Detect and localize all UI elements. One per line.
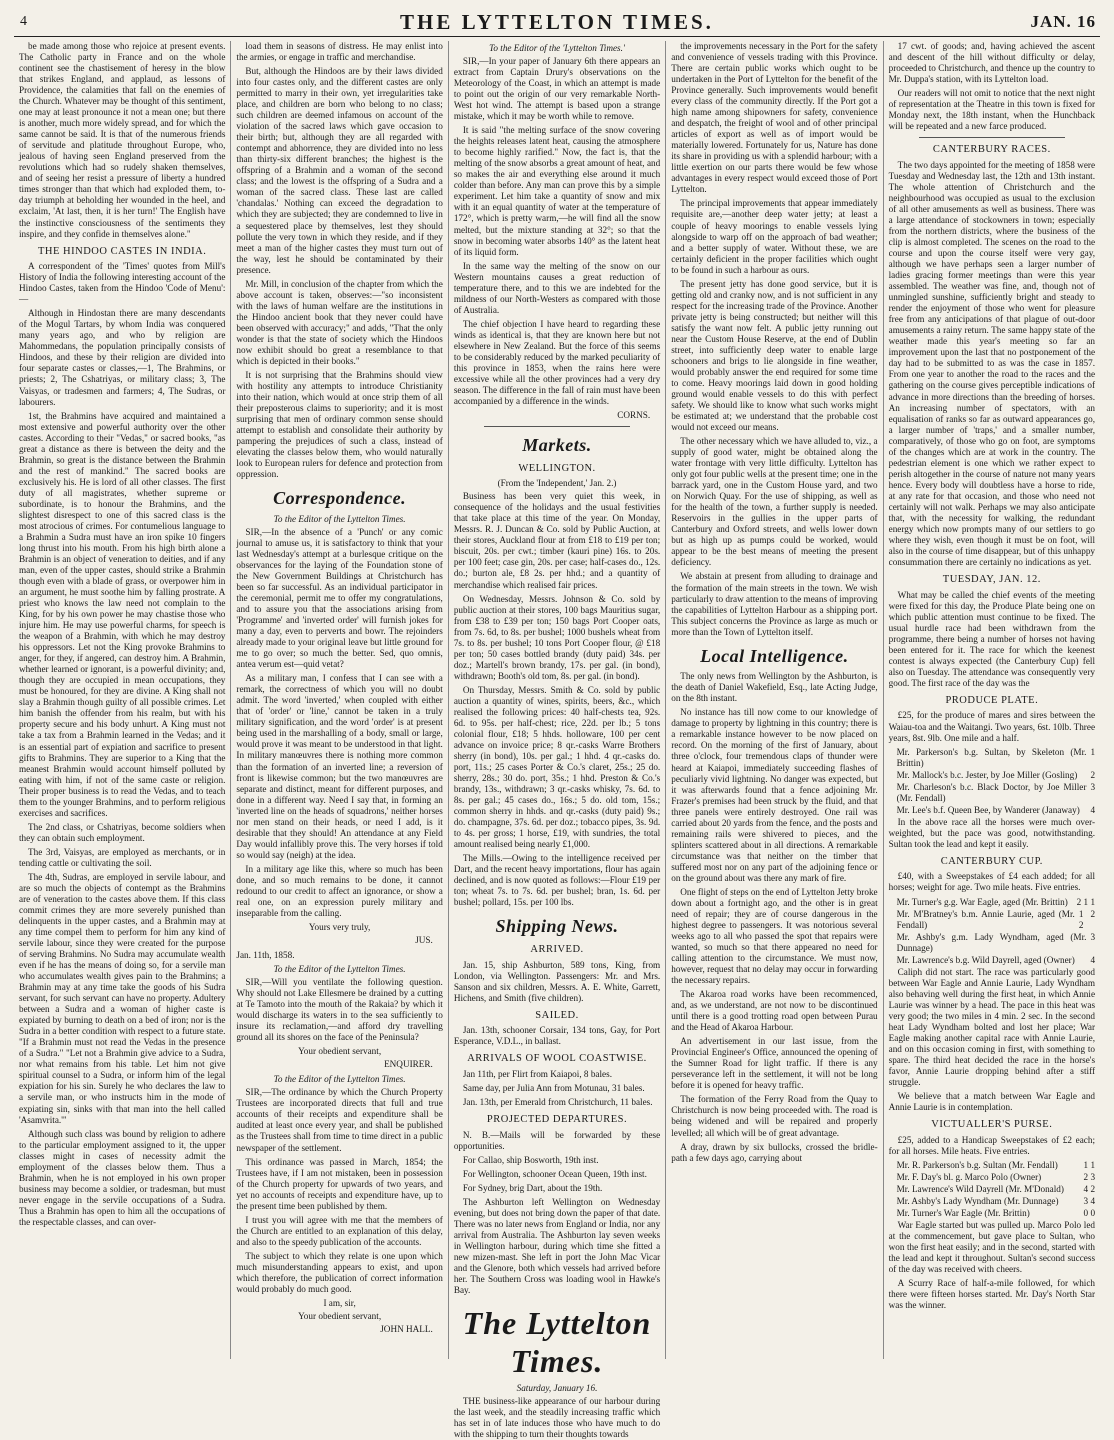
race-results	[889, 1160, 1095, 1219]
column-5	[884, 41, 1100, 1359]
race-entry-horse: Mr. M'Bratney's b.m. Annie Laurie, aged (Mr. Fendall)	[896, 908, 1075, 930]
shipping-item: Jan. 13th, per Emerald from Christchurch, 11 bales.	[462, 1097, 653, 1108]
race-entry-place: 4	[1090, 954, 1096, 965]
editorial-paragraph: the improvements necessary in the Port for the safety and convenience of vessels trading with this Province. There are certain public works which ought to be undertaken in the Port of Lyttelton for the benefit of the Province generally. Such improvements would benefit every class of the community directly. If the Port got a high name among shipowners for safety, convenience and despatch, the freight of wool and of other principal articles of export as well as of import would be materially lowered. Fortunately for us, Nature has done its share in providing us with a splendid harbour; with a little exertion on our parts there would be few whose advantages in every respect would exceed those of Port Lyttelton.	[671, 41, 878, 195]
letter-paragraph: In the same way the melting of the snow on our Western mountains causes a great reduction of temperature there, and to this we are indebted for the mildness of our North-Westers as compared with those of Australia.	[453, 260, 661, 315]
page-header	[14, 8, 1100, 37]
news-paragraph: The Akaroa road works have been recommenced, and, as we understand, are not now to be discontinued until there is a good trotting road open between Purau and the Head of Akaroa Harbour.	[671, 989, 878, 1033]
race-entry-horse: Mr. Turner's g.g. War Eagle, aged (Mr. Brittin)	[896, 896, 1068, 907]
race-entry	[897, 805, 1095, 816]
race-description: £25, for the produce of mares and sires between the Waiau-toa and the Waitangi. Two years, 6st. 10lb. Three years, 8st. 9lb. One mile and a half.	[888, 710, 1096, 743]
shipping-item: For Callao, ship Bosworth, 19th inst.	[462, 1154, 599, 1165]
subheading-sailed: SAILED.	[535, 1009, 579, 1021]
race-results	[889, 897, 1095, 966]
letter-address: To the Editor of the Lyttelton Times.	[273, 1074, 406, 1085]
letter-paragraph: This ordinance was passed in March, 1854; the Trustees have, if I am not mistaken, been in possession of the Church property for upwards of two years, and yet no accounts of receipts and expenditure have, up to the present time been published by them.	[236, 1156, 443, 1211]
editorial-masthead: The Lyttelton Times.	[462, 1305, 652, 1380]
market-paragraph: Business has been very quiet this week, in consequence of the holidays and the usual festivities that take place at this time of the year. On Monday, Messrs. R. J. Duncan & Co. sold by Public Auction, at their stores, Auckland flour at from £18 to £19 per ton; biscuit, 20s. per cwt.; timber (kauri pine) 16s. to 20s. per 100 feet; case gin, 20s. per case; half-cases do., 12s. do.; burton ale, £8 2s. per hhd.; and a quantity of merchandise which realised fair prices.	[453, 491, 661, 590]
article-paragraph: It is not surprising that the Brahmins should view with hostility any attempts to introduce Christianity into their nation, which would at once strip them of all their preposterous claims to superiority; and it is most surprising that men of ordinary common sense should attempt to establish and consolidate their authority by pampering the prejudices of such a class, instead of elevating the classes below them, who would naturally look to European rulers for defence and protection from oppression.	[236, 369, 443, 480]
race-entry-place: 2 3	[1083, 1171, 1096, 1182]
letter-address: To the Editor of the 'Lyttelton Times.'	[489, 43, 625, 53]
race-entry-horse: Mr. Ashby's g.m. Lady Wyndham, aged (Mr. Dunnage)	[896, 931, 1087, 953]
race-entry-place: 0 0	[1083, 1207, 1096, 1218]
article-paragraph: What may be called the chief events of the meeting were fixed for this day, the Produce Plate being one on which public attention must continue to be fixed. The usual hurdle race had been withdrawn from the programme, there being a number of horses not having been entered for it. The race for which the keenest contest is always expected (the Canterbury Cup) fell also on Tuesday. The attendance was consequently very good. The first race of the day was the	[888, 589, 1096, 688]
race-entry	[897, 782, 1095, 804]
race-entry-place: 1	[1090, 746, 1096, 757]
race-entry	[897, 1160, 1095, 1171]
divider	[919, 137, 1065, 138]
article-paragraph: load them in seasons of distress. He may enlist into the armies, or engage in traffic and merchandise.	[236, 41, 443, 63]
news-paragraph: One flight of steps on the end of Lyttelton Jetty broke down about a fortnight ago, and the other is in great need of repair; they are of course dangerous in the highest degree to passengers. It was notorious several weeks ago to all who passed the spot that repairs were wanted, so much so that there appeared no need for calling attention to the circumstance. We must now, however, request that no delay may occur in forwarding the necessary repairs.	[671, 886, 878, 986]
letter-closing: I am, sir,	[323, 1297, 356, 1308]
letter-paragraph: As a military man, I confess that I can see with a remark, the correctness of which you will no doubt admit. The word 'inverted,' when coupled with either that of 'order' or 'line,' cannot be taken in a truly military signification, and the word 'order' is at present being used in the marshalling of a body, small or large, would prove it was meant to be understood in that light. In military manœuvres there is nothing more common than the formation of an inverted line; a reversion of front is likewise common; but the two manœuvres are separate and distinct, meant for different purposes, and done in a different way. Need I say that, in forming an 'inverted line on the heads of squadrons,' neither horses nor men stand on their heads, or need I add, is it desirable that they should! An attendance at any Field Day would infallibly prove this. The very horses if told so would say (neigh) at the idea.	[236, 673, 443, 860]
race-entry-place: 3	[1090, 931, 1096, 942]
race-heading: VICTUALLER'S PURSE.	[931, 1119, 1053, 1131]
race-entry-horse: Mr. Lee's b.f. Queen Bee, by Wanderer (Janaway)	[896, 804, 1080, 815]
article-paragraph: In the above race all the horses were much over-weighted, but the pace was good, notwithstanding. Sultan took the lead and kept it easily.	[888, 816, 1096, 849]
race-entry	[897, 1196, 1095, 1207]
race-entry-horse: Mr. Mallock's b.c. Jester, by Joe Miller (Gosling)	[896, 769, 1078, 780]
news-paragraph: A dray, drawn by six bullocks, crossed the bridle-path a few days ago, carrying about	[671, 1141, 878, 1163]
column-4	[666, 41, 883, 1359]
race-entry	[897, 932, 1095, 954]
race-entry-horse: Mr. R. Parkerson's b.g. Sultan (Mr. Fendall)	[896, 1159, 1058, 1170]
letter-signature: JOHN HALL.	[380, 1323, 433, 1334]
letter-paragraph: It is said "the melting surface of the snow covering the heights releases latent heat, causing the atmosphere to become highly rarified." Now, the fact is, that the melting of the snow absorbs a great amount of heat, and so makes the air and everything else around it much colder than before. Any man can prove this by a simple experiment. Let him take a quantity of snow and mix with it an equal quantity of water at the temperature of 172°, which is pretty warm,—he will find all the snow melted, but the mixture standing at 32°; so that the snow in becoming water absorbs 140° as the latent heat of its liquid form.	[453, 125, 661, 257]
editorial-date: Saturday, January 16.	[516, 1382, 598, 1393]
race-entry-horse: Mr. Charleson's b.c. Black Doctor, by Joe Miller (Mr. Fendall)	[896, 781, 1087, 803]
news-paragraph: 17 cwt. of goods; and, having achieved the ascent and descent of the hill without difficulty or delay, proceeded to Christchurch, and thence up the country to Mr. Duppa's station, with its Lyttelton load.	[888, 41, 1096, 85]
race-entry-place: 1 1	[1083, 1159, 1096, 1170]
race-entry-horse: Mr. Ashby's Lady Wyndham (Mr. Dunnage)	[896, 1195, 1059, 1206]
section-heading-markets: Markets.	[522, 435, 592, 456]
news-paragraph: No instance has till now come to our knowledge of damage to property by lightning in this country; there is a remarkable instance however to be now placed on record. On the morning of the first of January, about three o'clock, four tremendous claps of thunder were heard at Kaiapoi, immediately succeeding flashes of peculiarly vivid lightning. No danger was expected, but it was afterwards found that a fence adjoining Mr. Frazer's premises had been struck by the fluid, and that three panels were entirely destroyed. One rail was carried about 20 yards from the fence, and the posts and remaining rails were shivered to pieces, and the splinters scattered about in all directions. A remarkable circumstance was that neither on the timber that suffered most nor on any part of the adjoining fence or on the ground about was there any mark of fire.	[671, 707, 878, 883]
race-heading: PRODUCE PLATE.	[945, 694, 1039, 706]
race-entry-place: 3 4	[1083, 1195, 1096, 1206]
article-paragraph: We believe that a match between War Eagle and Annie Laurie is in contemplation.	[888, 1091, 1096, 1113]
race-entry-place: 3	[1090, 781, 1096, 792]
race-heading: CANTERBURY CUP.	[940, 855, 1043, 867]
market-paragraph: The Mills.—Owing to the intelligence received per Dart, and the recent heavy importations, flour has again declined, and is now quoted as follows:—Flour £19 per ton; wheat 7s. to 7s. 6d. per bushel; bran, 1s. 6d. per bushel; pollard, 15s. per 100 lbs.	[453, 853, 661, 908]
news-paragraph: The formation of the Ferry Road from the Quay to Christchurch is now being proceeded with. The road is being widened and will be repaired and properly levelled; all which will be of great advantage.	[671, 1094, 878, 1138]
section-heading-local-intelligence: Local Intelligence.	[700, 645, 849, 666]
letter-closing: Yours very truly,	[308, 921, 371, 932]
shipping-item: For Wellington, schooner Ocean Queen, 19th inst.	[462, 1168, 647, 1179]
subheading-arrived: ARRIVED.	[530, 944, 584, 955]
shipping-item: N. B.—Mails will be forwarded by these opportunities.	[453, 1129, 661, 1151]
shipping-item: Jan 11th, per Flirt from Kaiapoi, 8 bales.	[462, 1068, 612, 1079]
letter-paragraph: The subject to which they relate is one upon which much misunderstanding appears to exist, and upon which therefore, the publication of correct information would probably do much good.	[236, 1250, 443, 1294]
article-paragraph: The two days appointed for the meeting of 1858 were Tuesday and Wednesday last, the 12th and 13th instant. The whole attention of Christchurch and the neighbourhood was occupied as usual to the exclusion of all other amusements as well as business. There was a large attendance of stockowners in town; especially from the northern districts, where the business of the clip is almost completed. The scenes on the road to the course and upon the course itself were very gay, although we have perhaps seen a larger number of ladies gracing former meetings than were this year assembled. The weather was fine, and, though not of unmingled sunshine, sufficiently bright and steady to render the enjoyment of those who went for pleasure free from any anticipations of that plague of out-door amusements a rainy return. The same happy state of the weather made this year's meeting so far an improvement upon the last that no postponement of the day had to be submitted to as was the case in 1857. From one year to another the road to the races and the gathering on the course gives perceptible indications of advance in more directions than the breeding of horses. An increasing number of spectators, with an equalisation of ranks so far as outward appearances go, a larger number of 'traps,' and a smaller number, comparatively, of those who go on foot, are symptoms of the changes which are at work in the country. The pedestrian element is one which we rather expect to perish altogether in the course of nature not many years hence. Every body will doubtless have a horse to ride, at any rate for that occasion, and those who need not certainly will not walk. Perhaps we may also anticipate that, with the necessity for walking, the redundant energy which now prompts many of our settlers to go where they wish, even though it must be on foot, will also in the course of time disappear, but of this unhappy consummation there are certainly no indications as yet.	[888, 159, 1096, 567]
shipping-item: Jan. 15, ship Ashburton, 589 tons, King, from London, via Wellington. Passengers: Mr. and Mrs. Sanson and six children, Messrs. A. E. White, Garrett, Hichens, and Smith (five children).	[453, 959, 661, 1003]
race-entry-place: 4	[1090, 804, 1096, 815]
letter-paragraph: SIR,—The ordinance by which the Church Property Trustees are incorporated directs that full and true accounts of their receipts and expenditure shall be audited at least once every year, and shall be published as the Trustees shall from time to time direct in a public newspaper of the settlement.	[236, 1087, 443, 1153]
letter-closing: Your obedient servant,	[298, 1046, 382, 1057]
news-paragraph: Our readers will not omit to notice that the next night of representation at the Theatre in this town is fixed for Monday next, the 18th instant, when the Hunchback will be repeated and a new farce produced.	[888, 88, 1096, 132]
race-entry	[897, 1172, 1095, 1183]
letter-paragraph: SIR,—In the absence of a 'Punch' or any comic journal to amuse us, it is satisfactory to think that your last Wednesday's attempt at a burlesque critique on the observances for the laying of the Foundation stone of the New Government Buildings at Christchurch has been so far successful. As an individual participator in the ceremonial, permit me to offer my congratulations, and to assure you that the associations arising from 'Programme' and 'inverted order' will furnish jokes for many a day, even to perverts and bowr. The rejoinders already made to your original leave but little ground for me to go over; so much the better. Sed, quo omnis, antea verum est—quid vetat?	[236, 526, 443, 670]
article-paragraph: be made among those who rejoice at present events. The Catholic party in France and on the whole continent see the chastisement of heresy in the blow that strikes England, and applaud, as lessons of Providence, the calamities that fall on the enemies of the Church. Whatever may be thought of this sentiment, one may at least pronounce it not a mean one; but there is another, much more widely spread, and for which the same cannot be said. It is that of the numerous friends of servitude and platitude throughout Europe, who, jealous of having seen England preserved from the revolutions which had so rudely shaken themselves, and of seeing her resist a pressure of liberty a hundred times stronger than that which had exploded them, to-day triumph at beholding her wounded in the heel, and exclaim, 'At last, then, it is her turn!' The English have the instinctive consciousness of the sentiments they inspire, and they confide in themselves alone."	[19, 41, 226, 239]
letter-closing: Your obedient servant,	[298, 1310, 382, 1321]
letter-paragraph: In a military age like this, where so much has been done, and so much remains to be done, it cannot redound to our credit to affect an ignorance, or show a real one, on an expression purely military and inseparable from the calling.	[236, 863, 443, 918]
letter-signature: JUS.	[415, 934, 433, 945]
news-paragraph: The only news from Wellington by the Ashburton, is the death of Daniel Wakefield, Esq., late Acting Judge, on the 8th instant.	[671, 671, 878, 704]
article-heading: THE HINDOO CASTES IN INDIA.	[38, 245, 207, 257]
subheading-coastwise: ARRIVALS OF WOOL COASTWISE.	[467, 1053, 647, 1065]
race-entry-horse: Mr. Lawrence's b.g. Wild Dayrell, aged (Owner)	[896, 954, 1075, 965]
article-paragraph: The 4th, Sudras, are employed in servile labour, and are so much the objects of contempt as the Brahmins are of veneration to the castes above them. If this class commit crimes they are more severely punished than delinquents in the upper castes, and a Brahmin may at any time compel them to perform for him any kind of servile labour, since they were created for the purpose of serving Brahmins. No Sudra may accumulate wealth even if he has the means of doing so, for a servile man who accumulates wealth gives pain to the Brahmins; a Brahmin may at any time take the goods of his Sudra servant, for such servant can have no property. Adultery between a Sudra and a woman of higher caste is expiated by burning to death on a bed of iron; nor is the Sudra in a better condition with respect to a future state. "If a Brahmin must not read the Vedas in the presence of a Sudra." "Let not a Brahmin give advice to a Sudra, nor what remains from his table. Let him not give spiritual counsel to a Sudra, or inform him of the legal expiation for his sin. Surely he who declares the law to a servile man, or who instructs him in the mode of expiating sin, sinks with that man into the hell called 'Asamvrita.'"	[19, 871, 226, 1125]
letter-paragraph: SIR,—Will you ventilate the following question. Why should not Lake Ellesmere be drained by a cutting at Te Tamoto into the mouth of the Rakaia? by which it would discharge its waters in to the sea sufficiently to insure its reclamation,—and afford dry travelling ground all its shores on the face of the Peninsula?	[236, 977, 443, 1043]
section-heading-shipping: Shipping News.	[495, 916, 619, 937]
editorial-paragraph: We abstain at present from alluding to drainage and the formation of the main streets in the town. We wish particularly to draw attention to the means of improving the capabilities of Lyttelton Harbour as a shipping port. This subject concerns the Province as large as much or more than the Town of Lyttelton itself.	[671, 571, 878, 637]
race-entry-horse: Mr. Turner's War Eagle (Mr. Brittin)	[896, 1207, 1030, 1218]
race-entry	[897, 1184, 1095, 1195]
letter-date: Jan. 11th, 1858.	[236, 950, 295, 960]
editorial-paragraph: THE business-like appearance of our harbour during the last week, and the steadily increasing traffic which has set in of late induces those who have much to do with the shipping to turn their thoughts towards	[453, 1395, 661, 1439]
race-entry-place: 2 1 1	[1076, 896, 1096, 907]
race-results	[889, 747, 1095, 816]
race-description: £25, added to a Handicap Sweepstakes of £2 each; for all horses. Mile heats. Five entries.	[888, 1134, 1096, 1156]
race-entry-place: 4 2	[1083, 1183, 1096, 1194]
article-paragraph: The 3rd, Vaisyas, are employed as merchants, or in tending cattle or cultivating the soil.	[19, 846, 226, 868]
shipping-item: Jan. 13th, schooner Corsair, 134 tons, Gay, for Port Esperance, V.D.L., in ballast.	[453, 1025, 661, 1047]
race-entry-horse: Mr. Lawrence's Wild Dayrell (Mr. M'Donald)	[896, 1183, 1064, 1194]
letter-address: To the Editor of the Lyttelton Times.	[273, 513, 406, 524]
article-paragraph: Mr. Mill, in conclusion of the chapter from which the above account is taken, observes:—"so inconsistent with the laws of human welfare are the institutions in the Hindoo ancient book that they never could have been observed with accuracy;" and adds, "That the only wonder is that the state of society which the Hindoos now exhibit should bo great a resemblance to that which is depicted in their books."	[236, 278, 443, 366]
column-1	[14, 41, 231, 1359]
newspaper-title: THE LYTTELTON TIMES.	[400, 9, 714, 34]
article-paragraph: A correspondent of the 'Times' quotes from Mill's History of India the following interesting account of the Hindoo Castes, taken from the Hindoo 'Code of Menu':—	[19, 261, 226, 305]
day-heading: TUESDAY, JAN. 12.	[942, 574, 1041, 585]
source-note: (From the 'Independent,' Jan. 2.)	[497, 478, 617, 489]
editorial-paragraph: The principal improvements that appear immediately requisite are,—another deep water jetty; at least a couple of heavy moorings to enable vessels lying alongside to warp off on the approach of bad weather; and a better supply of water. Without these, we are certainly deficient in the proper facilities which ought to be found in such a harbour as ours.	[671, 198, 878, 275]
column-3	[449, 41, 666, 1439]
news-paragraph: An advertisement in our last issue, from the Provincial Engineer's Office, announced the opening of the Sumner Road for light traffic. If there is any perseverance left in the settlement, it will not be long before it is opened for heavy traffic.	[671, 1036, 878, 1091]
letter-signature: ENQUIRER.	[384, 1059, 433, 1070]
race-entry	[897, 770, 1095, 781]
race-entry	[897, 955, 1095, 966]
race-entry-horse: Mr. F. Day's bl. g. Marco Polo (Owner)	[896, 1171, 1042, 1182]
article-paragraph: But, although the Hindoos are by their laws divided into four castes only, and the different castes are only permitted to marry in their own, yet irregularities take place, and children are born who belong to no class; such children are deemed infamous on account of the violation of the sacred laws which gave occasion to their birth; but, although they are all regarded with contempt and abhorrence, they are divided into no less than thirty-six different branches; the highest is the offspring of a Brahmin and a woman of the second class; and the lowest is the offspring of a Sudra and a woman of the sacred class. These last are called 'chandalas.' Nothing can exceed the degradation to which they are subjected; they are condemned to live in a sequestered place by themselves, lest they should pollute the very town in which they reside, and if they meet a man of the higher castes they must turn out of the way, lest he should be contaminated by their presence.	[236, 66, 443, 275]
market-paragraph: On Wednesday, Messrs. Johnson & Co. sold by public auction at their stores, 100 bags Mauritius sugar, from £38 to £39 per ton; 150 bags Port Cooper oats, from 7s. 6d, to 8s. per bushel; 1000 bushels wheat from 7s. to 8s. per bushel; 10 tons Port Cooper flour, @ £18 per ton; 50 cases bottled brandy (duty paid) 34s. per doz.; Martell's brown brandy, 17s. per gal. (in bond), withdrawn; Booth's old tom, 8s. per gal. (in bond).	[453, 593, 661, 681]
race-entry-place: 2	[1090, 769, 1096, 780]
letter-paragraph: I trust you will agree with me that the members of the Church are entitled to an explanation of this delay, and also to the speedy publication of the accounts.	[236, 1214, 443, 1247]
race-entry	[897, 897, 1095, 908]
shipping-item: The Ashburton left Wellington on Wednesday evening, but does not bring down the paper of that date. There was no later news from England or India, nor any arrival from Australia. The Ashburton lay seven weeks in Wellington harbour, during which time she fitted a new mizen-mast. She left in port the John Mac Vicar and the Glenore, both which vessels had arrived before her. The Southern Cross was loading wool in Hawke's Bay.	[453, 1196, 661, 1296]
editorial-paragraph: The present jetty has done good service, but it is getting old and cranky now, and is not sufficient in any respect for the increasing trade of the Province. Another private jetty is being constructed; but neither will this satisfy the want now felt. A public jetty running out near the Custom House Reserve, at the end of Dublin street, into sufficiently deep water to enable large schooners and brigs to lie alongside in fine weather, would probably answer the end required for some time to come. Heavy moorings laid down in good holding ground would enable vessels to do this with perfect safety. We should like to know what such works might be estimated at; we understand that the probable cost would not exceed our means.	[671, 278, 878, 433]
article-paragraph: War Eagle started but was pulled up. Marco Polo led at the commencement, but gave place to Sultan, who won the first heat easily; and in the second, started with the lead and kept it throughout. Sultan's second success of the day was received with cheers.	[888, 1219, 1096, 1275]
article-paragraph: Although in Hindostan there are many descendants of the Mogul Tartars, by whom India was conquered many years ago, and who by religion are Mahommedans, the population principally consists of Hindoos, and these by their religion are divided into four separate castes or classes,—1, The Brahmins, or priests; 2, The Cshatriyas, or military class; 3, The Vaisyas, or tradesmen and farmers; 4, The Sudras, or labourers.	[19, 308, 226, 407]
race-entry	[897, 1208, 1095, 1219]
column-2	[231, 41, 448, 1359]
article-paragraph: Although such class was bound by religion to adhere to the particular employment assigned to it, the upper classes might in cases of necessity admit the employment of the classes below them. Thus a Brahmin, when he is not employed in his own proper business may become a soldier, or tradesman, but must never engage in the servile occupations of a Sudra. Thus a Brahmin has open to him all the occupations of the respectable classes, and can over-	[19, 1128, 226, 1227]
shipping-item: Same day, per Julia Ann from Motunau, 31 bales.	[462, 1083, 645, 1093]
editorial-paragraph: The other necessary which we have alluded to, viz., a supply of good water, might be obtained along the water frontage with very little difficulty. Lyttelton has only got four public wells at the present time; one in the barrack yard, one in the Custom House yard, and two on Norwich Quay. For the use of shipping, as well as for the health of the town, a further supply is needed. Reservoirs in the gullies in the upper parts of Canterbury and Oxford streets, and wells lower down but as high up as pumps could be worked, would appear to be the best means of meeting the present deficiency.	[671, 436, 878, 568]
issue-date: JAN. 16	[1030, 12, 1096, 31]
shipping-item: For Sydney, brig Dart, about the 19th.	[462, 1182, 603, 1193]
subheading-departures: PROJECTED DEPARTURES.	[486, 1114, 628, 1126]
race-entry	[897, 909, 1095, 931]
letter-paragraph: SIR,—In your paper of January 6th there appears an extract from Captain Drury's observations on the Meteorology of the Coast, in which an attempt is made to point out the origin of our very remarkable North-West hot wind. The attempt is based upon a strange mistake, which it may be worth while to remove.	[453, 56, 661, 122]
letter-paragraph: The chief objection I have heard to regarding these winds as identical is, that they are known here but not elsewhere in New Zealand. But the force of this seems to be considerably reduced by the marked peculiarity of this province in 1853, when the rains here were excessive while all the other provinces had a very dry season. The difference in the fall of rain must have been accompanied by a difference in the winds.	[453, 318, 661, 406]
divider	[484, 426, 630, 427]
page-number: 4	[20, 14, 27, 29]
race-entry-horse: Mr. Parkerson's b.g. Sultan, by Skeleton (Mr. Brittin)	[896, 746, 1087, 768]
article-heading: CANTERBURY RACES.	[932, 144, 1051, 156]
letter-signature: CORNS.	[617, 410, 651, 420]
race-description: £40, with a Sweepstakes of £4 each added; for all horses; weight for age. Two mile heats. Five entries.	[888, 871, 1096, 893]
race-entry	[897, 747, 1095, 769]
article-paragraph: A Scurry Race of half-a-mile followed, for which there were fifteen horses started. Mr. Day's North Star was the winner.	[888, 1278, 1096, 1311]
race-entry-place: 1 2 2	[1078, 908, 1096, 930]
letter-address: To the Editor of the Lyttelton Times.	[273, 964, 406, 975]
article-paragraph: Caliph did not start. The race was particularly good between War Eagle and Annie Laurie, Lady Wyndham also behaving well during the first heat, in which Annie Laurie was winner by a head. The pace in this heat was very good; the two miles in 4 min. 2 sec. In the second heat Lady Wyndham bolted and lost her place; War Eagle making another capital race with Annie Laurie, and on this occasion coming in first, with something to spare. The third heat decided the race in the horse's favor, Annie Laurie dropping behind after a stiff struggle.	[888, 966, 1096, 1087]
market-paragraph: On Thursday, Messrs. Smith & Co. sold by public auction a quantity of wines, spirits, beers, &c., which realised the following prices: 40 half-chests tea, 92s. 6d. to 95s. per half-chest; rice, 22d. per lb.; 5 tons colonial flour, £18; 5 hhds. holloware, 100 per cent advance on invoice price; 8 qr.-casks Warre Brothers sherry (in bond), 10s. per gal.; 1 hhd. 4 qr.-casks do. port, 11s.; 25 cases Porter & Co.'s claret, 25s.; 25 do. sherry, 28s.; 30 do. port, 35s.; 1 hhd. Preston & Co.'s brandy, 13s., withdrawn; 3 qr.-casks whisky, 7s. 6d. to 8s. per gal.; 45 cases do., 16s.; 5 do. old tom, 15s.; common sherry in hhds. and qr.-casks (duty paid) 9s.; do. champagne, 37s. 6d. per doz.; tobacco pipes, 3s. 9d. to 4s. per gross; 1 horse, £19, with sundries, the total amount realised being nearly £1,000.	[453, 684, 661, 850]
article-paragraph: 1st, the Brahmins have acquired and maintained a most extensive and powerful authority over the other castes. According to their "Vedas," or sacred books, "as great a distance as there is between the deity and the Brahmin, so great is the distance between the Brahmin and the rest of mankind." The sacred books are exclusively his. He is lord of all other classes. The first duty of all magistrates, whether supreme or subordinate, is to honour the Brahmins, and the slightest disrespect to one of this sacred class is the most atrocious of crimes. For contumelious language to a Brahmin a Sudra must have an iron spike 10 fingers long thrust into his mouth. From his high birth alone a Brahmin is an object of veneration to deities, and if any man, even of the upper castes, should strike a Brahmin though even with a blade of grass, or overpower him in an argument, he must soothe him by falling prostrate. A priest who knows the law need not complain to the King, for by his own power he may chastise those who injure him. He may use powerful charms, for speech is the weapon of a Brahmin, with which he may destroy his oppressors. Let not the King provoke Brahmins to anger, for they, if angered, can destroy him. A Brahmin, whether learned or ignorant, is a powerful divinity; and, though they are occupied in mean occupations, they must be honoured, for they are divine. A King shall not slay a Brahmin though guilty of all possible crimes. Let him banish the offender from his realm, but with his property secure and his body unhurt. A King must not take a tax from a Brahmin learned in the Vedas; and it is an essential part of expiation and sacrifice to present gifts to Brahmins. They are superior to a King that the meanest Brahmin would account himself polluted by eating with him, if not of the same caste or religion. Their proper business is to read the Vedas, and to teach them to the younger Brahmins, and to perform religious exercises and sacrifices.	[19, 410, 226, 818]
article-paragraph: The 2nd class, or Cshatriyas, become soldiers when they can obtain such employment.	[19, 821, 226, 843]
subheading-place: WELLINGTON.	[518, 462, 596, 474]
section-heading-correspondence: Correspondence.	[273, 488, 407, 509]
